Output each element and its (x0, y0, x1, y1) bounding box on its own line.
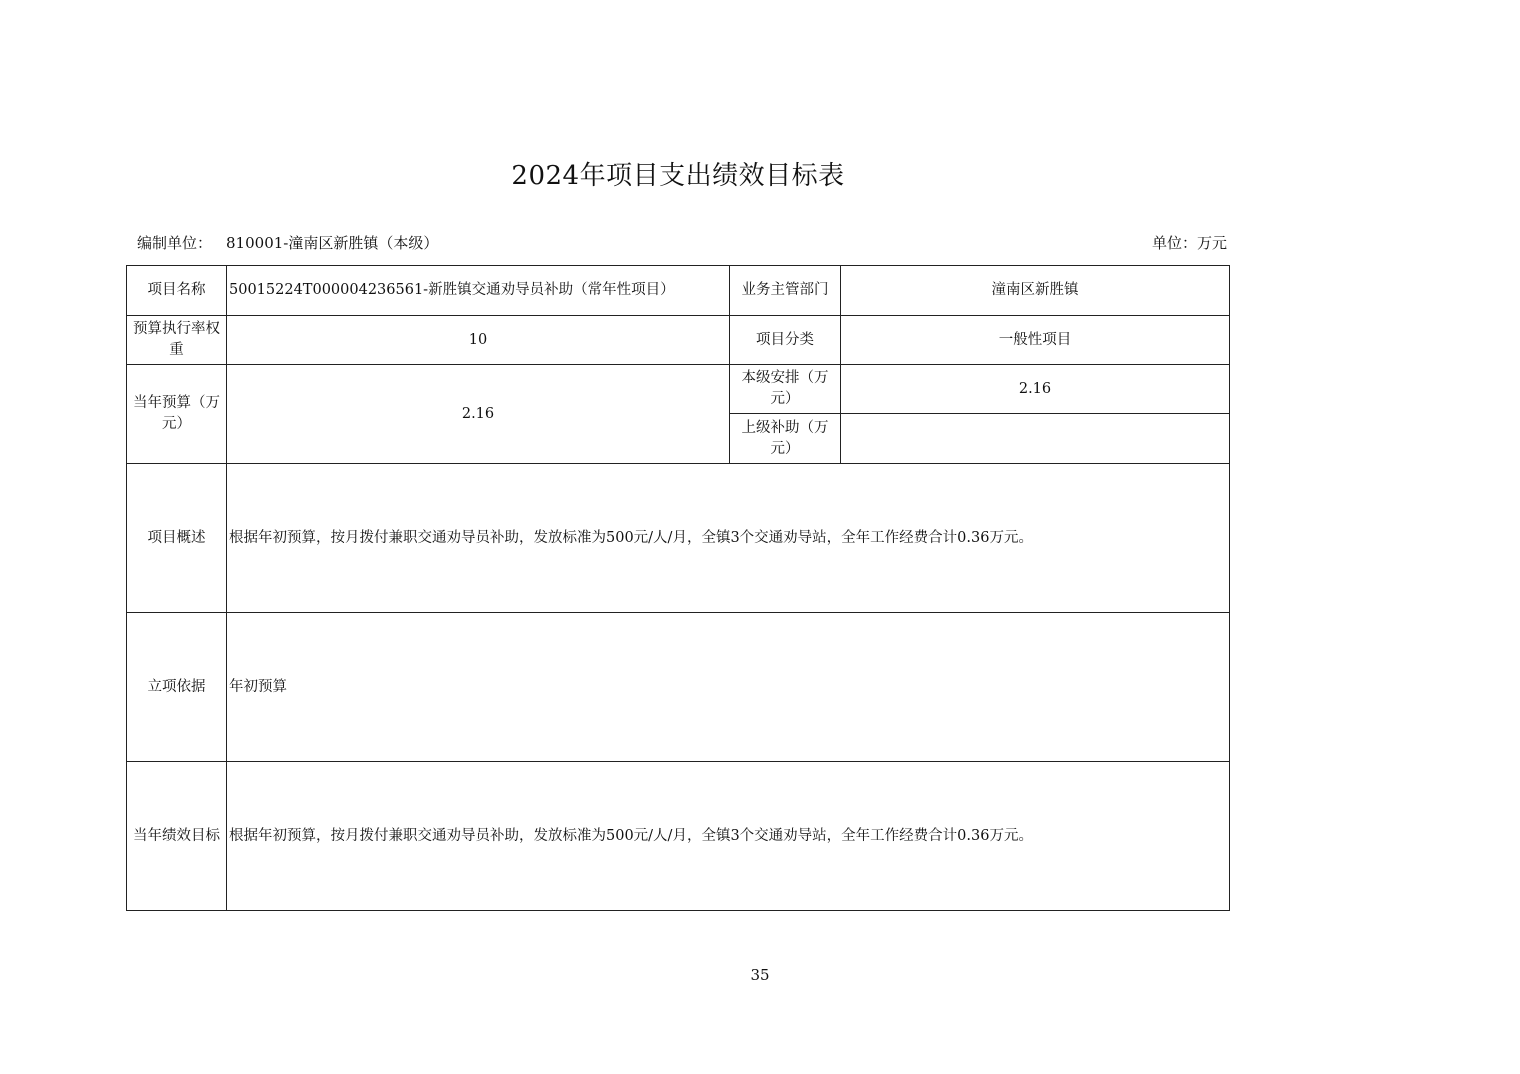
dept-label: 业务主管部门 (730, 266, 841, 316)
page-title: 2024年项目支出绩效目标表 (511, 161, 845, 191)
compiling-unit (137, 232, 438, 253)
dept-value: 潼南区新胜镇 (841, 266, 1230, 316)
performance-table (126, 265, 1230, 911)
page-number: 35 (750, 966, 770, 984)
upper-subsidy-value (841, 414, 1230, 464)
currency-unit: 单位：万元 (1151, 234, 1227, 252)
local-arrangement-value: 2.16 (841, 365, 1230, 414)
compiling-unit-label: 编制单位： (137, 234, 213, 252)
goal-value: 根据年初预算，按月拨付兼职交通劝导员补助，发放标准为500元/人/月，全镇3个交通劝导站，全年工作经费合计0.36万元。 (227, 762, 1230, 911)
exec-rate-value: 10 (227, 316, 730, 365)
table-row (127, 762, 1230, 911)
overview-value: 根据年初预算，按月拨付兼职交通劝导员补助，发放标准为500元/人/月，全镇3个交通劝导站，全年工作经费合计0.36万元。 (227, 464, 1230, 613)
category-value: 一般性项目 (841, 316, 1230, 365)
basis-value: 年初预算 (227, 613, 1230, 762)
goal-label: 当年绩效目标 (127, 762, 227, 911)
table-row (127, 316, 1230, 365)
basis-label: 立项依据 (127, 613, 227, 762)
overview-label: 项目概述 (127, 464, 227, 613)
local-arrangement-label: 本级安排（万元） (730, 365, 841, 414)
table-row (127, 464, 1230, 613)
upper-subsidy-label: 上级补助（万元） (730, 414, 841, 464)
budget-value: 2.16 (227, 365, 730, 464)
table-row (127, 266, 1230, 316)
compiling-unit-value: 810001-潼南区新胜镇（本级） (226, 234, 439, 252)
budget-label: 当年预算（万元） (127, 365, 227, 464)
project-name-value: 50015224T000004236561-新胜镇交通劝导员补助（常年性项目） (227, 266, 730, 316)
category-label: 项目分类 (730, 316, 841, 365)
table-row (127, 365, 1230, 414)
table-row (127, 613, 1230, 762)
exec-rate-label: 预算执行率权重 (127, 316, 227, 365)
project-name-label: 项目名称 (127, 266, 227, 316)
